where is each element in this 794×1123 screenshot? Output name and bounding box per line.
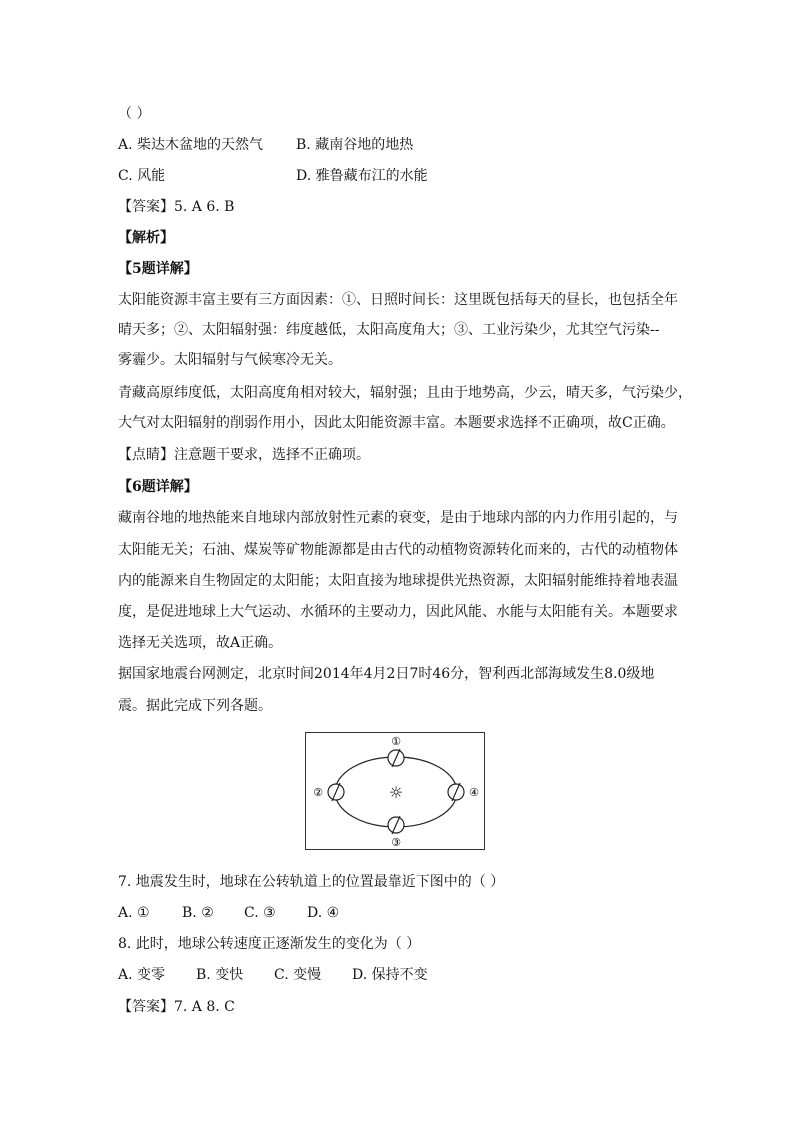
q7-option-c: C. ③ — [244, 905, 276, 921]
q5-text-line: 晴天多；②、太阳辐射强：纬度越低，太阳高度角大；③、工业污染少，尤其空气污染-- — [118, 322, 660, 338]
q6-text-line: 内的能源来自生物固定的太阳能；太阳直接为地球提供光热资源，太阳辐射能维持着地表温 — [118, 573, 678, 589]
q8-option-d: D. 保持不变 — [352, 967, 428, 983]
q5-detail-label: 【5题详解】 — [118, 261, 198, 277]
question-7: 7. 地震发生时，地球在公转轨道上的位置最靠近下图中的（ ） — [118, 874, 505, 890]
q5-text-line: 太阳能资源丰富主要有三方面因素：①、日照时间长：这里既包括每天的昼长，也包括全年 — [118, 292, 678, 308]
q5-options-row-1 — [118, 135, 413, 155]
q6-text-line: 太阳能无关；石油、煤炭等矿物能源都是由古代的动植物资源转化而来的，古代的动植物体 — [118, 542, 678, 558]
q7-option-b: B. ② — [182, 905, 214, 921]
quake-text-line: 震。据此完成下列各题。 — [118, 698, 272, 714]
dianjing-note: 【点睛】注意题干要求，选择不正确项。 — [118, 447, 370, 463]
answer-5-6: 【答案】5. A 6. B — [118, 199, 235, 215]
label-position-1: ① — [391, 735, 401, 748]
q7-option-d: D. ④ — [307, 905, 340, 921]
quake-text-line: 据国家地震台网测定，北京时间2014年4月2日7时46分，智利西北部海域发生8.0级地 — [118, 666, 655, 682]
sun-icon: ☼ — [388, 783, 404, 802]
q5-text-line: 大气对太阳辐射的削弱作用小，因此太阳能资源丰富。本题要求选择不正确项，故C正确。 — [118, 415, 675, 431]
analysis-label: 【解析】 — [118, 230, 174, 246]
answer-7-8: 【答案】7. A 8. C — [118, 999, 235, 1015]
q5-option-b: B. 藏南谷地的地热 — [296, 137, 414, 153]
orbit-diagram — [306, 733, 486, 851]
q5-text-line: 雾霾少。太阳辐射与气候寒冷无关。 — [118, 352, 342, 368]
q7-options-row — [118, 903, 339, 923]
earth-position-1 — [388, 749, 404, 767]
q5-text-line: 青藏高原纬度低，太阳高度角相对较大，辐射强；且由于地势高，少云，晴天多，气污染少， — [118, 385, 692, 401]
q6-text-line: 藏南谷地的地热能来自地球内部放射性元素的衰变，是由于地球内部的内力作用引起的，与 — [118, 510, 678, 526]
earth-orbit-figure — [305, 732, 485, 850]
question-8: 8. 此时，地球公转速度正逐渐发生的变化为（ ） — [118, 936, 421, 952]
q5-option-d: D. 雅鲁藏布江的水能 — [296, 168, 428, 184]
q6-detail-label: 【6题详解】 — [118, 479, 198, 495]
q5-option-a: A. 柴达木盆地的天然气 — [118, 137, 264, 153]
q8-option-c: C. 变慢 — [274, 967, 322, 983]
earth-position-2 — [328, 783, 344, 801]
earth-position-4 — [448, 783, 464, 801]
question-blank: （ ） — [118, 106, 151, 122]
q8-option-b: B. 变快 — [196, 967, 244, 983]
q5-option-c: C. 风能 — [118, 168, 166, 184]
q7-option-a: A. ① — [118, 905, 150, 921]
q6-text-line: 度，是促进地球上大气运动、水循环的主要动力，因此风能、水能与太阳能有关。本题要求 — [118, 604, 678, 620]
q5-options-row-2 — [118, 166, 428, 186]
label-position-2: ② — [313, 786, 323, 799]
q8-options-row — [118, 965, 428, 985]
label-position-3: ③ — [391, 836, 401, 849]
label-position-4: ④ — [469, 786, 479, 799]
q8-option-a: A. 变零 — [118, 967, 166, 983]
q6-text-line: 选择无关选项，故A正确。 — [118, 635, 283, 651]
earth-position-3 — [388, 816, 404, 834]
